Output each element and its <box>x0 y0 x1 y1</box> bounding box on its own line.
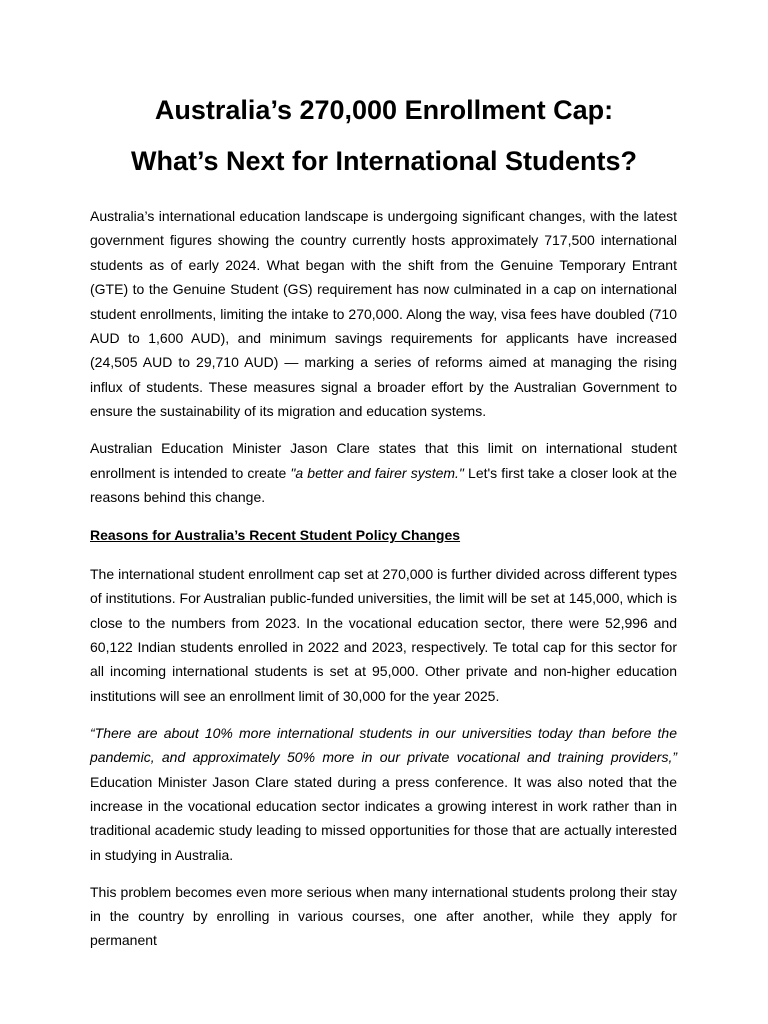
title-line-1: Australia’s 270,000 Enrollment Cap: <box>154 95 614 125</box>
paragraph-minister-lead: Australian Education Minister Jason Clare states that this limit on international student enrollment is intended to create <box>90 440 677 481</box>
quote-fairer-system: "a better and fairer system." <box>290 464 464 481</box>
paragraph-cap-breakdown: The international student enrollment cap set at 270,000 is further divided across different types of institutions. For Australian public-funded universities, the limit will be set at 145,000, which is close to the numbers from 2023. In the vocational education sector, there were 52,996 and 60,122 Indian students enrolled in 2022 and 2023, respectively. Te total cap for this sector for all incoming international students is set at 95,000. Other private and non-higher education institutions will see an enrollment limit of 30,000 for the year 2025. <box>90 565 677 704</box>
paragraph-minister-statement <box>90 436 677 509</box>
paragraph-prolonged-stay: This problem becomes even more serious when many international students prolong their stay in the country by enrolling in various courses, one after another, while they apply for permanent <box>90 883 677 949</box>
title-line-2: What’s Next for International Students? <box>130 146 638 176</box>
article-body <box>90 204 677 953</box>
paragraph-minister-tail: Let's first take a closer look at the reasons behind this change. <box>90 464 678 505</box>
paragraph-press-tail: Education Minister Jason Clare stated during a press conference. It was also noted that the increase in the vocational education sector indicates a growing interest in work rather than in traditional academic study leading to missed opportunities for those that are actually interested in studying in Australia. <box>90 773 677 863</box>
section-heading-reasons: Reasons for Australia’s Recent Student Policy Changes <box>90 527 461 544</box>
quote-minister: “There are about 10% more international students in our universities today than before the pandemic, and approximately 50% more in our private vocational and training providers,” <box>90 724 677 766</box>
paragraph-intro: Australia’s international education landscape is undergoing significant changes, with the latest government figures showing the country currently hosts approximately 717,500 international students as of early 2024. What began with the shift from the Genuine Temporary Entrant (GTE) to the Genuine Student (GS) requirement has now culminated in a cap on international student enrollments, limiting the intake to 270,000. Along the way, visa fees have doubled (710 AUD to 1,600 AUD), and minimum savings requirements for applicants have increased (24,505 AUD to 29,710 AUD) — marking a series of reforms aimed at managing the rising influx of students. These measures signal a broader effort by the Australian Government to ensure the sustainability of its migration and education systems. <box>90 208 677 420</box>
paragraph-press-quote <box>90 721 677 867</box>
